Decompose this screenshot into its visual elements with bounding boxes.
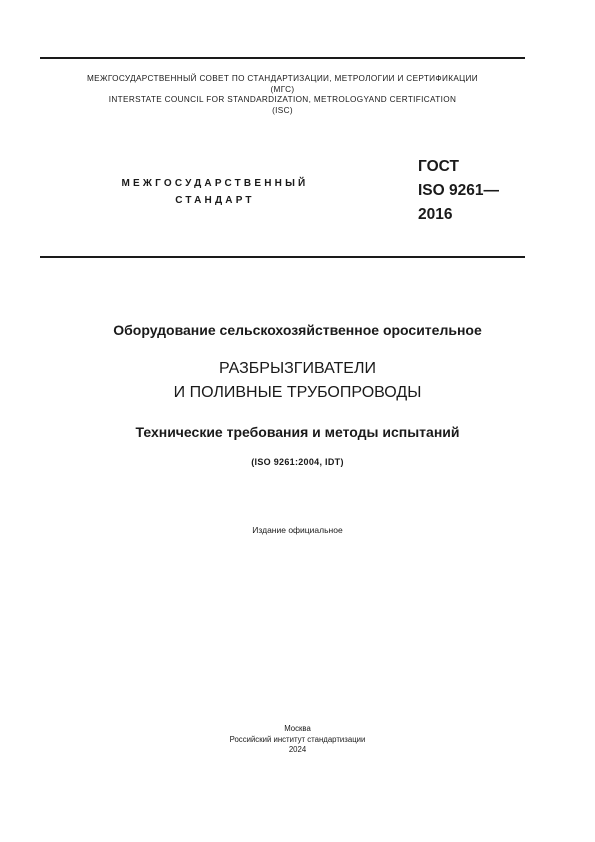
standard-type-line-2: СТАНДАРТ	[175, 195, 255, 206]
designation-year: 2016	[418, 206, 453, 223]
standard-type-line-1: МЕЖГОСУДАРСТВЕННЫЙ	[121, 178, 309, 189]
imprint	[0, 724, 595, 756]
council-header	[40, 74, 525, 116]
top-rule	[40, 57, 525, 59]
designation-gost: ГОСТ	[418, 158, 459, 175]
middle-rule	[40, 256, 525, 258]
imprint-publisher: Российский институт стандартизации	[229, 734, 366, 744]
council-name-en: INTERSTATE COUNCIL FOR STANDARDIZATION, METROLOGYAND CERTIFICATION	[108, 95, 457, 104]
equipment-title: Оборудование сельскохозяйственное оросительное	[113, 322, 482, 338]
main-title-line-2: И ПОЛИВНЫЕ ТРУБОПРОВОДЫ	[173, 384, 422, 401]
designation-iso: ISO 9261—	[418, 182, 499, 199]
iso-reference: (ISO 9261:2004, IDT)	[251, 457, 344, 467]
council-abbr-en: (ISC)	[272, 105, 293, 115]
main-title-line-1: РАЗБРЫЗГИВАТЕЛИ	[219, 360, 376, 377]
imprint-year: 2024	[288, 745, 307, 754]
standard-designation	[418, 155, 499, 227]
council-name-ru: МЕЖГОСУДАРСТВЕННЫЙ СОВЕТ ПО СТАНДАРТИЗАЦИИ, МЕТРОЛОГИИ И СЕРТИФИКАЦИИ	[86, 74, 479, 83]
imprint-city: Москва	[284, 724, 311, 733]
standard-type	[90, 175, 340, 209]
main-title	[0, 357, 595, 405]
edition-label: Издание официальное	[252, 525, 343, 535]
subtitle: Технические требования и методы испытаний	[135, 424, 460, 440]
council-abbr-ru: (МГС)	[270, 84, 295, 94]
